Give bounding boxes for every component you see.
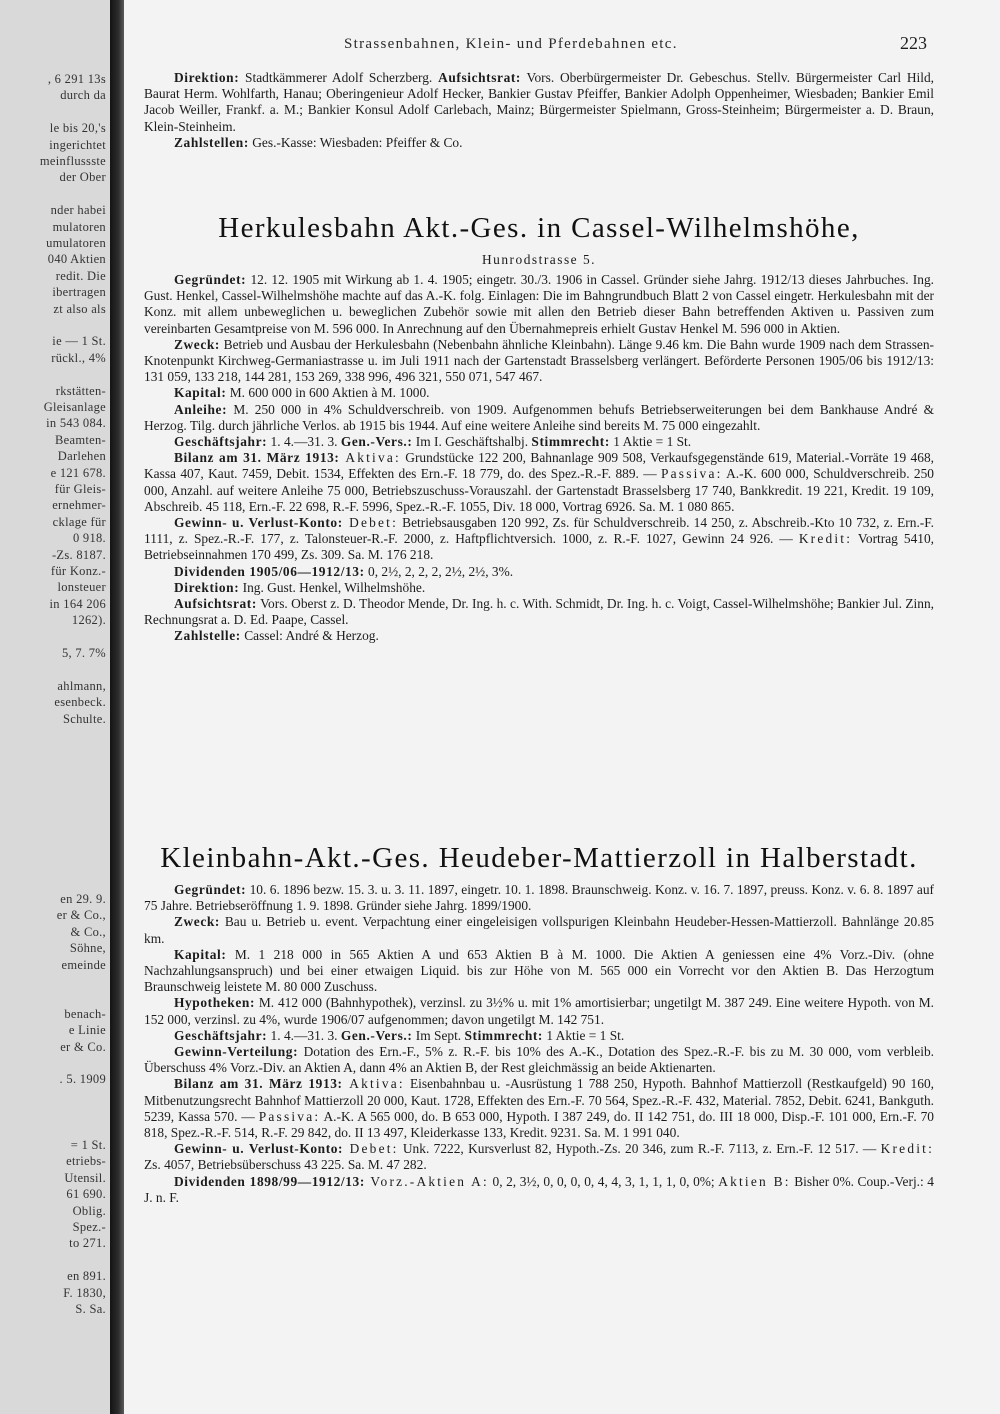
dividenden-vorz-text: 0, 2, 3½, 0, 0, 0, 0, 4, 4, 3, 1, 1, 1, 0, 0%;	[488, 1173, 719, 1189]
genvers-label: Gen.-Vers.:	[340, 1027, 413, 1043]
bilanz-aktiva-label: Aktiva:	[342, 1076, 405, 1092]
company-entry-herkulesbahn	[144, 272, 934, 645]
bilanz-label: Bilanz am 31. März 1913:	[174, 1076, 343, 1092]
gewinnverteilung-label: Gewinn-Verteilung:	[174, 1044, 299, 1060]
adjacent-page-text-fragment: 0 918.	[72, 531, 106, 546]
adjacent-page-text-fragment: le bis 20,'s	[49, 121, 106, 136]
dividenden-label: Dividenden 1905/06—1912/13:	[174, 563, 365, 579]
direktion-text: Ing. Gust. Henkel, Wilhelmshöhe.	[239, 579, 426, 595]
running-title: Strassenbahnen, Klein- und Pferdebahnen etc.	[344, 36, 678, 52]
bilanz-aktiva-text: Grundstücke 122 200, Bahnanlage 909 508, Verkaufsgegenstände 619, Material.-Vorräte 19 468, Kassa 407, Kaut. 7459, Debit. 1534, Effekten des Ern.-F. 18 779, do. des Spez.-R.-F. 889. —	[144, 450, 934, 482]
genvers-label: Gen.-Vers.:	[340, 434, 413, 450]
adjacent-page-text-fragment: S. Sa.	[75, 1302, 106, 1316]
gewinn-label: Gewinn- u. Verlust-Konto:	[174, 1141, 344, 1157]
adjacent-page-text-fragment: , 6 291 13s	[47, 72, 106, 86]
adjacent-page-text-fragment: ingerichtet	[49, 137, 106, 152]
gewinn-kredit-text: Vortrag 5410, Betriebseinnahmen 170 499, Zs. 309. Sa. M. 176 218.	[144, 531, 935, 563]
gewinn-debet-label: Debet:	[343, 1141, 399, 1157]
adjacent-page-text-fragment: durch da	[60, 88, 106, 103]
company-address: Hunrodstrasse 5.	[481, 252, 596, 267]
gegruendet-label: Gegründet:	[174, 882, 247, 897]
zweck-label: Zweck:	[174, 914, 220, 930]
adjacent-page-text-fragment: er & Co.	[60, 1039, 106, 1054]
adjacent-page-text-fragment: = 1 St.	[70, 1138, 106, 1152]
adjacent-page-text-fragment: rkstätten-	[55, 383, 106, 398]
gegruendet-label: Gegründet:	[174, 272, 247, 287]
gegruendet-text: 12. 12. 1905 mit Wirkung ab 1. 4. 1905; eingetr. 30./3. 1906 in Cassel. Gründer siehe Jahrg. 1912/13 dieses Jahrbuches. Ing. Gust. Henkel, Cassel-Wilhelmshöhe machte auf das A.-K. folg. Einlagen: Die im Bahngrundbuch Blatt 2 von Cassel eingetr. Herkulesbahn mit der Konz. mit allem unbeweglichen u. beweglichen Zubehör sowie mit allen den Betrieb dieser Bahn betreffenden Aktiven u. Passiven zum vereinbarten Gesamtpreise von M. 596 000. In Anrechnung auf den Übernahmepreis erhielt Gustav Henkel M. 596 000 in Aktien.	[144, 272, 934, 336]
dividenden-vorz-label: Vorz.-Aktien A:	[364, 1173, 489, 1189]
dividenden-text: 0, 2½, 2, 2, 2, 2½, 2½, 3%.	[364, 563, 514, 579]
zahlstellen-text: Ges.-Kasse: Wiesbaden: Pfeiffer & Co.	[248, 134, 463, 150]
aufsichtsrat-label: Aufsichtsrat:	[174, 596, 257, 612]
adjacent-page-text-fragment: e Linie	[68, 1023, 106, 1038]
geschaeftsjahr-label: Geschäftsjahr:	[174, 1027, 268, 1043]
adjacent-page-text-fragment: umulatoren	[46, 236, 106, 250]
anleihe-text: M. 250 000 in 4% Schuldverschreib. von 1909. Aufgenommen behufs Betriebserweiterungen bei dem Bankhause André & Herzog. Tilg. durch jährliche Verlos. ab 1915 bis 1944. Auf eine weitere Anleihe sind bereits M. 75 000 eingezahlt.	[144, 401, 934, 433]
book-gutter	[110, 0, 124, 1414]
adjacent-page-text-fragment: . 5. 1909	[59, 1072, 106, 1087]
page-number: 223	[900, 33, 927, 53]
kapital-label: Kapital:	[174, 385, 227, 401]
adjacent-page-text-fragment: ernehmer-	[52, 498, 106, 513]
bilanz-passiva-label: Passiva:	[258, 1108, 321, 1124]
hypotheken-text: M. 412 000 (Bahnhypothek), verzinsl. zu 3½% u. mit 1% amortisierbar; ungetilgt M. 387 249. Eine weitere Hypoth. von M. 152 000, verzinsl. zu 4%, wurde 1906/07 aufgenommen; davon ungetilgt M. 142 751.	[144, 995, 934, 1027]
adjacent-page-text-fragment: en 29. 9.	[60, 892, 106, 906]
stimmrecht-label: Stimmrecht:	[531, 434, 610, 450]
adjacent-page-fragment	[0, 0, 110, 1414]
adjacent-page-text-fragment: rückl., 4%	[51, 350, 106, 365]
geschaeftsjahr-label: Geschäftsjahr:	[174, 434, 268, 450]
adjacent-page-text-fragment: in 164 206	[49, 596, 106, 611]
adjacent-page-text-fragment: ibertragen	[52, 285, 106, 300]
zahlstellen-label: Zahlstellen:	[174, 134, 249, 150]
section-continuation	[144, 70, 934, 151]
gewinn-debet-label: Debet:	[342, 515, 398, 531]
bilanz-passiva-text: A.-K. A 565 000, do. B 653 000, Hypoth. I 387 249, do. II 142 751, do. III 18 000, Disp.-F. 101 000, Ern.-F. 70 818, Spez.-R.-F. 514, R.-F. 29 842, do. II 13 497, Kleiderkasse 133, Kredit. 9231. Sa. M. 1 991 040.	[144, 1108, 935, 1141]
adjacent-page-text-fragment: redit. Die	[55, 268, 106, 283]
company-entry-heudeber	[144, 882, 934, 1206]
adjacent-page-text-fragment: cklage für	[52, 514, 106, 529]
gewinnverteilung-text: Dotation des Ern.-F., 5% z. R.-F. bis 10% des A.-K., Dotation des Spez.-R.-F. bis zu M. 30 000, vom verbleib. Überschuss 4% Vorz.-Div. an Aktien A, dann 4% an Aktien B, der Rest gleichmässig an beide Aktienarten.	[144, 1044, 934, 1076]
geschaeftsjahr-text: 1. 4.—31. 3.	[267, 434, 341, 450]
bilanz-passiva-text: A.-K. 600 000, Schuldverschreib. 250 000, Anzahl. auf weitere Anleihe 75 000, Betriebszuschuss-Vorauszahl. der Gartenstadt Brasselsberg 17 740, Bankkredit. 19 221, Kredit. 19 109, Abschreib. 45 118, Ern.-F. 22 698, R.-F. 5996, Spez.-R.-F. 1055, Div. 18 000, Vortrag 6926. Sa. M. 1 080 865.	[144, 466, 934, 514]
gewinn-kredit-text: Zs. 4057, Betriebsüberschuss 43 225. Sa. M. 47 282.	[144, 1157, 427, 1173]
stimmrecht-text: 1 Aktie = 1 St.	[543, 1027, 625, 1043]
gewinn-kredit-label: Kredit:	[798, 531, 853, 547]
adjacent-page-text-fragment: Oblig.	[72, 1203, 106, 1218]
genvers-text: Im I. Geschäftshalbj.	[412, 434, 532, 450]
gewinn-debet-text: Unk. 7222, Kursverlust 82, Hypoth.-Zs. 20 346, zum R.-F. 7113, z. Ern.-F. 12 517. —	[398, 1141, 881, 1157]
adjacent-page-text-fragment: benach-	[64, 1006, 106, 1021]
adjacent-page-text-fragment: lonsteuer	[57, 580, 106, 595]
direktion-label: Direktion:	[174, 579, 240, 595]
hypotheken-label: Hypotheken:	[174, 995, 256, 1011]
adjacent-page-text-fragment: -Zs. 8187.	[51, 547, 106, 562]
adjacent-page-text-fragment: F. 1830,	[63, 1285, 106, 1300]
anleihe-label: Anleihe:	[174, 401, 228, 417]
kapital-text: M. 600 000 in 600 Aktien à M. 1000.	[226, 385, 430, 401]
aufsichtsrat-text: Vors. Oberst z. D. Theodor Mende, Dr. Ing. h. c. With. Schmidt, Dr. Ing. h. c. Voigt, Cassel-Wilhelmshöhe; Bankier Jul. Zinn, Rechnungsrat a. D. Ed. Paape, Cassel.	[144, 596, 934, 628]
adjacent-page-text-fragment: Gleisanlage	[43, 400, 106, 414]
adjacent-page-text-fragment: 1262).	[71, 613, 106, 628]
adjacent-page-text-fragment: emeinde	[61, 957, 106, 972]
dividenden-label: Dividenden 1898/99—1912/13:	[174, 1173, 365, 1189]
zweck-text: Betrieb und Ausbau der Herkulesbahn (Nebenbahn ähnliche Kleinbahn). Länge 9.46 km. Die Bahn wurde 1909 nach dem Strassen-Knotenpunkt Kirchweg-Germaniastrasse u. im Juli 1911 nach der Gartenstadt Brasselsberg verlängert. Beförderte Personen 1905/06 bis 1912/13: 131 059, 133 218, 144 281, 153 269, 338 996, 496 321, 550 071, 547 467.	[144, 336, 934, 385]
adjacent-page-text-fragment: Utensil.	[64, 1170, 106, 1185]
company-heading-heudeber: Kleinbahn-Akt.-Ges. Heudeber-Mattierzoll in Halberstadt.	[160, 842, 918, 874]
bilanz-aktiva-text: Eisenbahnbau u. -Ausrüstung 1 788 250, Hypoth. Bahnhof Mattierzoll (Restkaufgeld) 90 160, Mitbenutzungsrecht Bahnhof Mattierzoll 20 000, Kaut. 1728, Effekten des Ern.-F. 70 564, Spez.-R.-F. 432, Material. 7852, Debit. 6241, Bankguth. 5239, Kassa 570. —	[144, 1076, 934, 1124]
gewinn-kredit-label: Kredit:	[880, 1141, 934, 1157]
adjacent-page-text-fragment: 040 Aktien	[47, 252, 106, 267]
gewinn-debet-text: Betriebsausgaben 120 992, Zs. für Schuldverschreib. 14 250, z. Abschreib.-Kto 10 732, z. Ern.-F. 1111, z. Spez.-R.-F. 177, z. Talonsteuer-R.-F. 2000, z. Haftpflichtversich. 1000, z. R.-F. 1027, Gewinn 24 926. —	[144, 515, 934, 547]
adjacent-page-text-fragment: en 891.	[67, 1269, 106, 1284]
book-page	[124, 0, 1000, 1414]
adjacent-page-text-fragment: mulatoren	[52, 219, 106, 234]
company-heading-herkulesbahn: Herkulesbahn Akt.-Ges. in Cassel-Wilhelmshöhe,	[218, 212, 860, 244]
adjacent-page-text-fragment: ahlmann,	[57, 678, 106, 693]
adjacent-page-text-fragment: für Konz.-	[50, 564, 106, 578]
bilanz-aktiva-label: Aktiva:	[339, 450, 401, 466]
adjacent-page-text-fragment: zt also als	[53, 301, 106, 316]
aufsichtsrat-label: Aufsichtsrat:	[438, 70, 521, 85]
stimmrecht-text: 1 Aktie = 1 St.	[609, 434, 692, 450]
adjacent-page-text-fragment: Schulte.	[62, 711, 106, 726]
adjacent-page-text-fragment: in 543 084.	[46, 416, 106, 431]
gewinn-label: Gewinn- u. Verlust-Konto:	[174, 515, 343, 531]
adjacent-page-text-fragment: Darlehen	[57, 449, 106, 464]
adjacent-page-text-fragment: nder habei	[50, 203, 106, 218]
adjacent-page-text-fragment: Beamten-	[55, 432, 106, 447]
direktion-label: Direktion:	[174, 70, 240, 85]
bilanz-label: Bilanz am 31. März 1913:	[174, 450, 340, 466]
adjacent-page-text-fragment: er & Co.,	[56, 908, 106, 923]
adjacent-page-text-fragment: esenbeck.	[54, 695, 106, 710]
kapital-label: Kapital:	[174, 946, 227, 962]
zahlstelle-text: Cassel: André & Herzog.	[240, 628, 379, 644]
stimmrecht-label: Stimmrecht:	[464, 1027, 543, 1043]
adjacent-page-text-fragment: für Gleis-	[54, 482, 106, 496]
dividenden-b-label: Aktien B:	[718, 1173, 791, 1189]
adjacent-page-text-fragment: & Co.,	[70, 924, 106, 939]
zweck-text: Bau u. Betrieb u. event. Verpachtung einer eingeleisigen vollspurigen Kleinbahn Heudeber-Hessen-Mattierzoll. Bahnlänge 20.85 km.	[144, 914, 934, 946]
bilanz-passiva-label: Passiva:	[661, 466, 723, 482]
genvers-text: Im Sept.	[412, 1027, 465, 1043]
adjacent-page-text-fragment: meinflussste	[39, 154, 106, 168]
adjacent-page-text-fragment: 61 690.	[66, 1187, 106, 1202]
zweck-label: Zweck:	[174, 336, 220, 352]
adjacent-page-text-fragment: to 271.	[69, 1236, 106, 1251]
direktion-text: Stadtkämmerer Adolf Scherzberg.	[239, 70, 439, 85]
gegruendet-text: 10. 6. 1896 bezw. 15. 3. u. 3. 11. 1897, eingetr. 10. 1. 1898. Braunschweig. Konz. v. 16. 7. 1897, preuss. Konz. v. 6. 8. 1897 auf 75 Jahre. Betriebseröffnung 1. 9. 1898. Gründer siehe Jahrg. 1899/1900.	[144, 882, 934, 914]
adjacent-page-text-fragment: etriebs-	[66, 1154, 106, 1169]
adjacent-page-text-fragment: 5, 7. 7%	[61, 646, 106, 660]
adjacent-page-text-fragment: der Ober	[59, 170, 106, 185]
kapital-text: M. 1 218 000 in 565 Aktien A und 653 Aktien B à M. 1000. Die Aktien A geniessen eine 4% Vorz.-Div. (ohne Nachzahlungsanspruch) und bei einer etwaigen Liquid. bis zur Höhe von M. 565 000 ein Vorrecht vor den Aktien B. Das Herzogtum Braunschweig leistete M. 80 000 Zuschuss.	[144, 946, 934, 995]
aufsichtsrat-text: Vors. Oberbürgermeister Dr. Gebeschus. Stellv. Bürgermeister Carl Hild, Baurat Herm. Wohlfarth, Hanau; Oberingenieur Adolf Hecker, Bankier Gustav Pfeiffer, Bankier Adolph Oppenheimer, Wiesbaden; Bankier Emil Jacob Weiller, Frankf. a. M.; Bankier Konsul Adolf Carlebach, Mainz; Bürgermeister Spielmann, Gross-Steinheim; Bürgermeister a. D. Braun, Klein-Steinheim.	[144, 70, 934, 134]
adjacent-page-text-fragment: Söhne,	[69, 941, 106, 956]
zahlstelle-label: Zahlstelle:	[174, 628, 241, 644]
adjacent-page-text-fragment: e 121 678.	[50, 465, 106, 480]
geschaeftsjahr-text: 1. 4.—31. 3.	[267, 1027, 341, 1043]
adjacent-page-text-fragment: Spez.-	[72, 1220, 106, 1234]
dividenden-b-text: Bisher 0%. Coup.-Verj.: 4 J. n. F.	[144, 1173, 935, 1205]
adjacent-page-text-fragment: ie — 1 St.	[52, 334, 106, 349]
